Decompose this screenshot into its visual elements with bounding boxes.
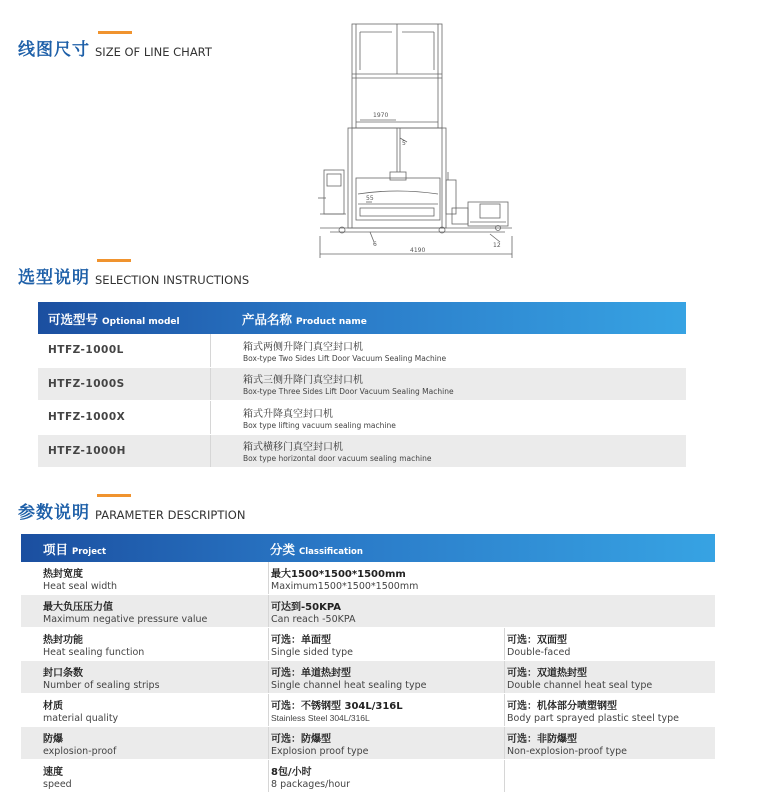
model-code: HTFZ-1000H: [48, 444, 126, 457]
param-name-en: material quality: [43, 712, 119, 724]
dim-55-label: 55: [366, 195, 374, 202]
dim-5-label: 5: [402, 140, 406, 147]
header-project-en: Project: [72, 546, 107, 557]
param-option-1-en: Single sided type: [271, 646, 353, 658]
heading-accent-bar: [97, 494, 131, 497]
param-value-cn: 8包/小时: [271, 766, 312, 778]
table-row: [21, 694, 715, 727]
table-row: [38, 435, 686, 469]
heading-accent-bar: [97, 259, 131, 262]
param-option-1-cn: 可选：防爆型: [271, 733, 331, 745]
param-option-2-cn: 可选：机体部分喷塑钢型: [507, 700, 617, 712]
section-heading-parameter: [18, 498, 245, 523]
param-name-cn: 速度: [43, 766, 63, 778]
param-option-2-en: Body part sprayed plastic steel type: [507, 712, 680, 724]
section-title-en: SIZE OF LINE CHART: [95, 45, 212, 59]
table-row: [38, 368, 686, 402]
param-name-en: speed: [43, 778, 72, 790]
section-title-cn: 线图尺寸: [18, 40, 90, 60]
header-class-en: Classification: [299, 546, 363, 557]
param-name-cn: 热封功能: [43, 634, 83, 646]
param-name-cn: 热封宽度: [43, 568, 83, 580]
dim-height-label: 1970: [373, 112, 389, 119]
param-value-en: 8 packages/hour: [271, 778, 351, 790]
param-name-en: Maximum negative pressure value: [43, 613, 208, 625]
section-title-en: PARAMETER DESCRIPTION: [95, 508, 246, 522]
machine-line-drawing: [300, 22, 525, 262]
parameter-table-header: [21, 534, 715, 562]
selection-table-header: [38, 302, 686, 334]
table-row: [21, 595, 715, 628]
table-row: [21, 727, 715, 760]
product-name-en: Box-type Two Sides Lift Door Vacuum Sealing Machine: [243, 353, 447, 363]
product-name-cn: 箱式升降真空封口机: [243, 408, 333, 420]
param-value-cn: 可达到-50KPA: [271, 601, 341, 613]
param-option-1-cn: 可选：不锈钢型 304L/316L: [271, 701, 403, 712]
section-title-en: SELECTION INSTRUCTIONS: [95, 273, 250, 287]
product-name-en: Box type horizontal door vacuum sealing machine: [243, 454, 432, 464]
header-name-en: Product name: [296, 316, 367, 327]
model-code: HTFZ-1000L: [48, 344, 124, 357]
param-name-en: Heat sealing function: [43, 646, 145, 658]
param-name-en: Number of sealing strips: [43, 679, 160, 691]
product-name-en: Box type lifting vacuum sealing machine: [243, 420, 396, 430]
param-name-cn: 防爆: [43, 733, 63, 745]
table-row: [38, 334, 686, 368]
header-name-cn: 产品名称: [242, 311, 293, 327]
section-title-cn: 选型说明: [18, 268, 90, 288]
param-name-cn: 材质: [43, 700, 63, 712]
dim-width-label: 4190: [410, 247, 426, 254]
param-value-en: Can reach -50KPA: [271, 613, 356, 625]
product-name-cn: 箱式横移门真空封口机: [243, 442, 343, 454]
table-row: [38, 401, 686, 435]
param-option-2-cn: 可选：非防爆型: [507, 733, 577, 745]
model-code: HTFZ-1000S: [48, 377, 125, 390]
dim-12-label: 12: [493, 242, 501, 249]
header-project-cn: 项目: [43, 541, 69, 557]
product-name-cn: 箱式三侧升降门真空封口机: [243, 375, 363, 387]
section-title-cn: 参数说明: [18, 503, 90, 523]
dim-6-label: 6: [373, 241, 377, 248]
table-row: [21, 661, 715, 694]
selection-table: [38, 302, 686, 468]
param-option-2-cn: 可选：双面型: [507, 634, 567, 646]
table-row: [21, 628, 715, 661]
param-option-1-en: Single channel heat sealing type: [271, 679, 427, 691]
header-model-cn: 可选型号: [48, 311, 99, 327]
param-option-1-cn: 可选：单面型: [271, 634, 331, 646]
param-option-2-cn: 可选：双道热封型: [507, 667, 587, 679]
table-row: [21, 562, 715, 595]
param-name-en: Heat seal width: [43, 580, 118, 592]
param-name-cn: 最大负压压力值: [43, 601, 113, 613]
table-row: [21, 760, 715, 793]
product-name-en: Box-type Three Sides Lift Door Vacuum Sealing Machine: [243, 387, 454, 397]
section-heading-selection: [18, 263, 249, 288]
section-heading-line-chart: [18, 35, 212, 60]
param-option-1-en: Stainless Steel 304L/316L: [271, 713, 370, 723]
param-option-2-en: Double channel heat seal type: [507, 679, 653, 691]
param-option-2-en: Double-faced: [507, 646, 571, 658]
model-code: HTFZ-1000X: [48, 411, 126, 424]
param-name-cn: 封口条数: [43, 667, 83, 679]
product-name-cn: 箱式两侧升降门真空封口机: [243, 341, 363, 353]
param-value-en: Maximum1500*1500*1500mm: [271, 580, 419, 592]
empty-cell: [504, 760, 715, 792]
header-model-en: Optional model: [102, 316, 180, 327]
parameter-table: [21, 534, 715, 793]
param-name-en: explosion-proof: [43, 745, 117, 757]
param-option-2-en: Non-explosion-proof type: [507, 745, 627, 757]
param-option-1-cn: 可选：单道热封型: [271, 667, 351, 679]
heading-accent-bar: [98, 31, 132, 34]
header-class-cn: 分类: [270, 541, 296, 557]
param-option-1-en: Explosion proof type: [271, 745, 369, 757]
param-value-cn: 最大1500*1500*1500mm: [271, 568, 406, 580]
